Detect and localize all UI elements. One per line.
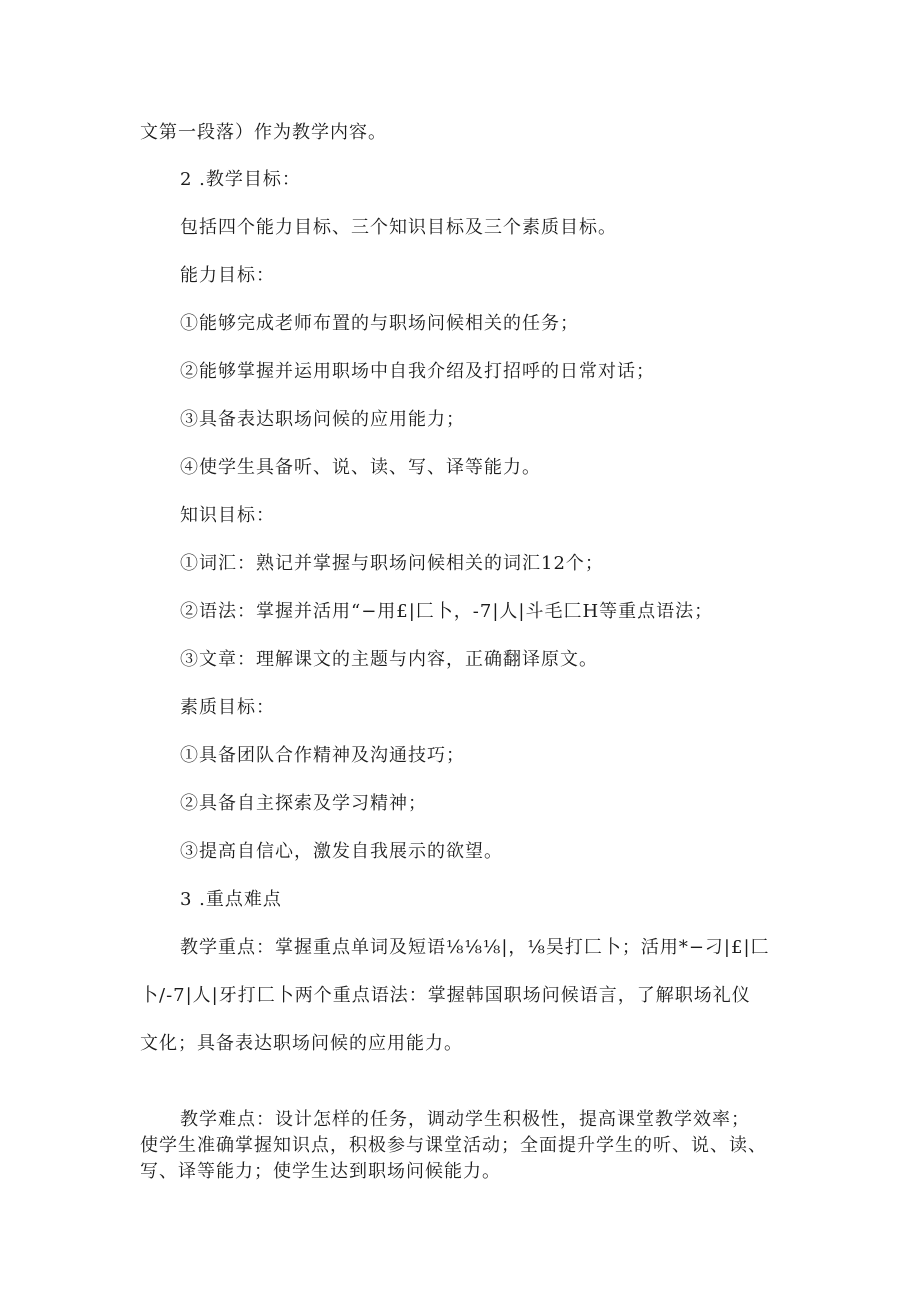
teaching-focus-line-2: 卜/-7|人|牙打匚卜两个重点语法：掌握韩国职场问候语言，了解职场礼仪 bbox=[140, 985, 751, 1006]
teaching-difficulty-line-1: 教学难点：设计怎样的任务，调动学生积极性，提高课堂教学效率； bbox=[180, 1109, 750, 1130]
knowledge-goal-3: ③文章：理解课文的主题与内容，正确翻译原文。 bbox=[180, 649, 598, 670]
ability-goal-1: ①能够完成老师布置的与职场问候相关的任务； bbox=[180, 313, 579, 334]
quality-goal-3: ③提高自信心，激发自我展示的欲望。 bbox=[180, 841, 503, 862]
ability-goal-4: ④使学生具备听、说、读、写、译等能力。 bbox=[180, 457, 541, 478]
knowledge-goal-2: ②语法：掌握并活用“−用£|匚卜，-7|人|斗毛匚H等重点语法； bbox=[180, 601, 714, 622]
section-heading-objectives: 2 .教学目标： bbox=[180, 169, 301, 190]
teaching-difficulty-line-2: 使学生准确掌握知识点，积极参与课堂活动；全面提升学生的听、说、读、 bbox=[140, 1135, 767, 1156]
teaching-difficulty-line-3: 写、译等能力；使学生达到职场问候能力。 bbox=[140, 1161, 501, 1182]
knowledge-goal-1: ①词汇：熟记并掌握与职场问候相关的词汇12个； bbox=[180, 553, 604, 574]
objectives-summary: 包括四个能力目标、三个知识目标及三个素质目标。 bbox=[180, 217, 617, 238]
quality-goals-heading: 素质目标： bbox=[180, 697, 275, 718]
teaching-focus-line-3: 文化；具备表达职场问候的应用能力。 bbox=[140, 1033, 463, 1054]
quality-goal-1: ①具备团队合作精神及沟通技巧； bbox=[180, 745, 465, 766]
section-heading-key-points: 3 .重点难点 bbox=[180, 889, 282, 910]
teaching-focus-line-1: 教学重点：掌握重点单词及短语⅛⅛⅛|，⅛吴打匚卜；活用*−刁|£|匚 bbox=[180, 937, 770, 958]
ability-goals-heading: 能力目标： bbox=[180, 265, 275, 286]
ability-goal-2: ②能够掌握并运用职场中自我介绍及打招呼的日常对话； bbox=[180, 361, 655, 382]
intro-continuation: 文第一段落）作为教学内容。 bbox=[140, 122, 387, 143]
quality-goal-2: ②具备自主探索及学习精神； bbox=[180, 793, 427, 814]
knowledge-goals-heading: 知识目标： bbox=[180, 505, 275, 526]
ability-goal-3: ③具备表达职场问候的应用能力； bbox=[180, 409, 465, 430]
